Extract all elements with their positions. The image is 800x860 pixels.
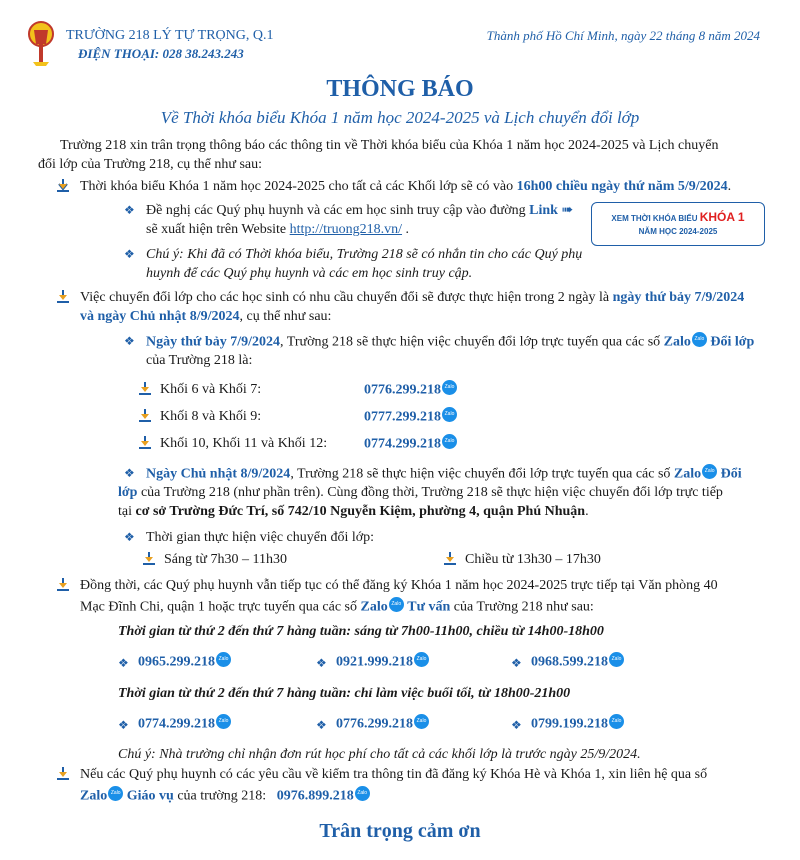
phone-number[interactable]: 0965.299.218 Zalo — [138, 652, 231, 672]
diamond-bullet-icon: ❖ — [124, 334, 135, 348]
intro-line-2: đổi lớp của Trường 218, cụ thể như sau: — [38, 157, 263, 172]
arrow-bullet-icon — [138, 381, 152, 395]
zalo-icon: Zalo — [355, 786, 370, 801]
grade-label: Khối 6 và Khối 7: — [160, 382, 262, 397]
diamond-bullet-icon: ❖ — [118, 656, 129, 670]
zalo-icon: Zalo — [414, 652, 429, 667]
phone-number[interactable]: 0921.999.218 Zalo — [336, 652, 429, 672]
diamond-bullet-icon: ❖ — [124, 203, 135, 217]
arrow-bullet-icon — [56, 766, 70, 780]
school-phone: ĐIỆN THOẠI: 028 38.243.243 — [78, 46, 244, 61]
grade-label: Khối 8 và Khối 9: — [160, 409, 262, 424]
arrow-bullet-icon — [56, 577, 70, 591]
saturday-line-1: Ngày thứ bảy 7/9/2024, Trường 218 sẽ thực hiện việc chuyển đổi lớp trực tuyến qua các số Zalo Zalo Đổi lớp — [146, 332, 754, 352]
grade-phone[interactable]: 0777.299.218 Zalo — [364, 407, 457, 427]
section3-line-1: Đồng thời, các Quý phụ huynh vẫn tiếp tục có thể đăng ký Khóa 1 năm học 2024-2025 trực tiếp tại Văn phòng 40 — [80, 578, 718, 593]
sunday-line-3: tại cơ sở Trường Đức Trí, số 742/10 Nguyễn Kiệm, phường 4, quận Phú Nhuận. — [118, 504, 589, 519]
diamond-bullet-icon: ❖ — [511, 656, 522, 670]
section4-line-1: Nếu các Quý phụ huynh có các yêu cầu về kiểm tra thông tin đã đăng ký Khóa Hè và Khóa 1, xin liên hệ qua số — [80, 767, 708, 782]
zalo-icon: Zalo — [442, 434, 457, 449]
document-date: Thành phố Hồ Chí Minh, ngày 22 tháng 8 năm 2024 — [486, 28, 760, 43]
diamond-bullet-icon: ❖ — [124, 530, 135, 544]
zalo-icon: Zalo — [702, 464, 717, 479]
time-label: Thời gian thực hiện việc chuyển đổi lớp: — [146, 530, 375, 545]
diamond-bullet-icon: ❖ — [316, 656, 327, 670]
phone-number[interactable]: 0799.199.218 Zalo — [531, 714, 624, 734]
grade-phone[interactable]: 0776.299.218 Zalo — [364, 380, 457, 400]
diamond-bullet-icon: ❖ — [118, 718, 129, 732]
section1-text: Thời khóa biểu Khóa 1 năm học 2024-2025 cho tất cả các Khối lớp sẽ có vào 16h00 chiều ngày thứ năm 5/9/2024. — [80, 179, 732, 194]
arrow-right-icon: ➠ — [561, 203, 574, 218]
sunday-line-2: lớp của Trường 218 (như phần trên). Cùng đồng thời, Trường 218 sẽ thực hiện việc chuyển đổi lớp trực tiếp — [118, 485, 723, 500]
arrow-bullet-icon — [56, 289, 70, 303]
afternoon-time: Chiều từ 13h30 – 17h30 — [465, 552, 601, 567]
arrow-bullet-icon — [443, 551, 457, 565]
arrow-bullet-icon — [142, 551, 156, 565]
zalo-icon: Zalo — [442, 380, 457, 395]
intro-line-1: Trường 218 xin trân trọng thông báo các thông tin về Thời khóa biểu của Khóa 1 năm học 2024-2025 và Lịch chuyển — [60, 138, 719, 153]
section1-note-line-2: huynh để các Quý phụ huynh và các em học sinh truy cập. — [146, 266, 473, 281]
zalo-icon: Zalo — [609, 714, 624, 729]
saturday-line-2: của Trường 218 là: — [146, 353, 253, 368]
school-name: TRƯỜNG 218 LÝ TỰ TRỌNG, Q.1 — [66, 28, 274, 43]
zalo-icon: Zalo — [442, 407, 457, 422]
section3-line-2: Mạc Đĩnh Chi, quận 1 hoặc trực tuyến qua các số Zalo Zalo Tư vấn của Trường 218 như sau: — [80, 597, 594, 617]
schedule-evening: Thời gian từ thứ 2 đến thứ 7 hàng tuần: chỉ làm việc buổi tối, từ 18h00-21h00 — [118, 686, 571, 701]
arrow-bullet-icon — [138, 435, 152, 449]
zalo-icon: Zalo — [108, 786, 123, 801]
grade-label: Khối 10, Khối 11 và Khối 12: — [160, 436, 328, 451]
school-logo-icon — [28, 20, 54, 66]
section1a-line-1: Đề nghị các Quý phụ huynh và các em học sinh truy cập vào đường Link ➠ — [146, 203, 574, 218]
link-text[interactable]: Link — [529, 203, 558, 218]
grade-phone[interactable]: 0774.299.218 Zalo — [364, 434, 457, 454]
arrow-bullet-icon — [56, 178, 70, 192]
phone-number[interactable]: 0774.299.218 Zalo — [138, 714, 231, 734]
refund-note: Chú ý: Nhà trường chỉ nhận đơn rút học phí cho tất cả các khối lớp là trước ngày 25/9/2024. — [118, 747, 641, 762]
arrow-bullet-icon — [138, 408, 152, 422]
section2-line-2: và ngày Chủ nhật 8/9/2024, cụ thể như sau: — [80, 309, 332, 324]
diamond-bullet-icon: ❖ — [316, 718, 327, 732]
zalo-icon: Zalo — [216, 714, 231, 729]
section1-highlight: 16h00 chiều ngày thứ năm 5/9/2024 — [516, 179, 728, 194]
sunday-line-1: Ngày Chủ nhật 8/9/2024, Trường 218 sẽ thực hiện việc chuyển đổi lớp trực tuyến qua các số Zalo Zalo Đổi — [146, 464, 742, 484]
academic-phone[interactable]: 0976.899.218 — [276, 788, 354, 804]
phone-number[interactable]: 0968.599.218 Zalo — [531, 652, 624, 672]
website-link[interactable]: http://truong218.vn/ — [289, 222, 403, 237]
phone-number[interactable]: 0776.299.218 Zalo — [336, 714, 429, 734]
zalo-icon: Zalo — [692, 332, 707, 347]
closing-thanks: Trân trọng cảm ơn — [319, 820, 481, 842]
section1-note-line-1: Chú ý: Khi đã có Thời khóa biểu, Trường 218 sẽ có nhắn tin cho các Quý phụ — [146, 247, 583, 262]
section2-line-1: Việc chuyển đổi lớp cho các học sinh có nhu cầu chuyển đổi sẽ được thực hiện trong 2 ngày là ngày thứ bảy 7/9/2024 — [80, 290, 745, 305]
diamond-bullet-icon: ❖ — [124, 466, 135, 480]
morning-time: Sáng từ 7h30 – 11h30 — [164, 552, 287, 567]
diamond-bullet-icon: ❖ — [511, 718, 522, 732]
page-title: THÔNG BÁO — [326, 76, 474, 102]
view-timetable-button[interactable]: XEM THỜI KHÓA BIỂU KHÓA 1 NĂM HỌC 2024-2025 — [591, 202, 765, 246]
section4-line-2: Zalo Zalo Giáo vụ của trường 218: 0976.899.218 Zalo — [80, 786, 370, 806]
section1a-line-2: sẽ xuất hiện trên Website http://truong218.vn/ . — [146, 222, 410, 237]
zalo-icon: Zalo — [389, 597, 404, 612]
schedule-day: Thời gian từ thứ 2 đến thứ 7 hàng tuần: sáng từ 7h00-11h00, chiều từ 14h00-18h00 — [118, 624, 604, 639]
zalo-icon: Zalo — [414, 714, 429, 729]
zalo-icon: Zalo — [609, 652, 624, 667]
zalo-icon: Zalo — [216, 652, 231, 667]
diamond-bullet-icon: ❖ — [124, 247, 135, 261]
page-subtitle: Về Thời khóa biểu Khóa 1 năm học 2024-2025 và Lịch chuyển đổi lớp — [160, 108, 640, 127]
